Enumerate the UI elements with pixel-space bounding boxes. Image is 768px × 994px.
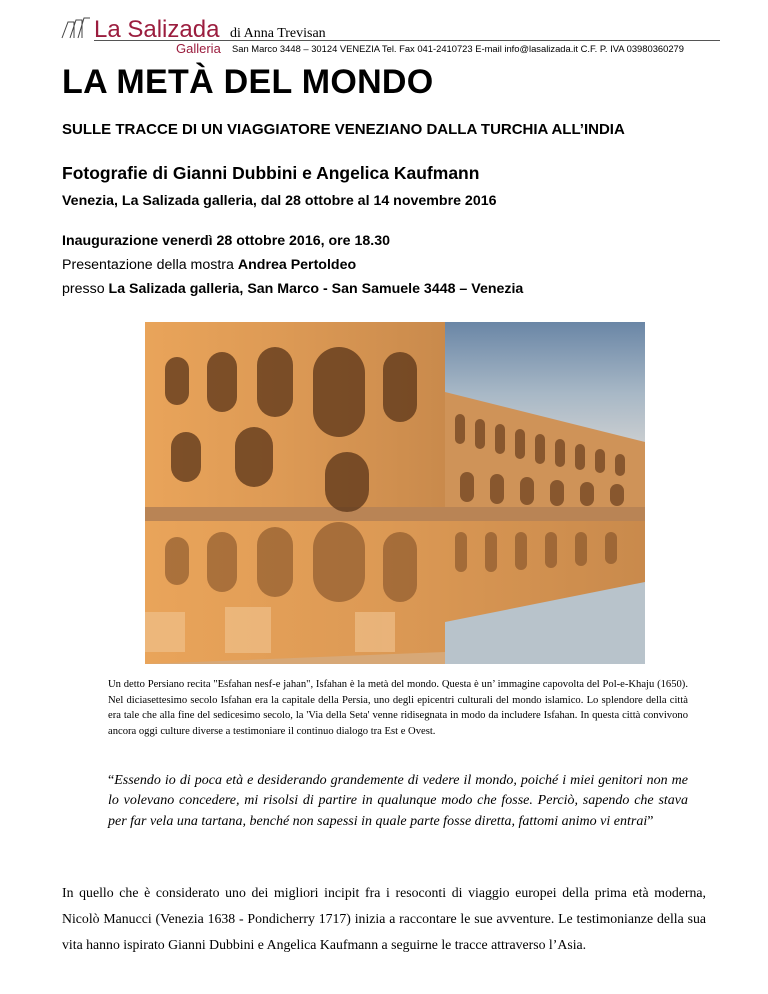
photographers-line: Fotografie di Gianni Dubbini e Angelica Kaufmann xyxy=(62,163,480,183)
venue-line xyxy=(62,280,523,298)
venue-place: La Salizada galleria, San Marco - San Samuele 3448 – Venezia xyxy=(108,281,524,297)
body-paragraph: In quello che è considerato uno dei migliori incipit fra i resoconti di viaggio europei della prima età moderna, Nicolò Manucci (Venezia 1638 - Pondicherry 1717) inizia a raccontare le sue avventure. Le testimonianze della sua vita hanno ispirato Gianni Dubbini e Angelica Kaufmann a seguirne le tracce attraverso l’Asia. xyxy=(62,885,706,952)
photo-caption: Un detto Persiano recita "Esfahan nesf-e jahan", Isfahan è la metà del mondo. Questa è un’ immagine capovolta del Pol-e-Khaju (1650). Nel diciasettesimo secolo Isfahan era la capitale della Persia, uno degli epicentri culturali del mondo islamico. Lo splendore della città era tale che alla fine del sedicesimo secolo, la 'Via della Seta' venne ridisegnata in modo da includere Isfahan. In questa città convivono ancora oggi culture diverse a testimoniare il continuo dialogo tra Est e Ovest. xyxy=(108,679,688,737)
gallery-address: San Marco 3448 – 30124 VENEZIA Tel. Fax 041-2410723 E-mail info@lasalizada.it C.F. P. IVA 03980360279 xyxy=(232,43,684,54)
exhibition-title: LA METÀ DEL MONDO xyxy=(62,63,434,101)
quote-close-mark: ” xyxy=(647,813,654,829)
presentation-prefix: Presentazione della mostra xyxy=(62,257,238,273)
venue-prefix: presso xyxy=(62,281,109,297)
galleria-label: Galleria xyxy=(176,41,221,56)
folded-sheets-logo-icon xyxy=(60,16,94,40)
presentation-line xyxy=(62,256,356,274)
quote-text: Essendo io di poca età e desiderando grandemente di vedere il mondo, poiché i miei genitori non me lo volevano concedere, mi risolsi di partire in qualunque modo che fosse. Perciò, sapendo che stava per far vela una tartana, benché non sapessi in quale parte fosse diretta, fattomi animo vi entrai xyxy=(108,773,688,829)
gallery-owner: di Anna Trevisan xyxy=(230,26,326,41)
inauguration-line: Inaugurazione venerdì 28 ottobre 2016, ore 18.30 xyxy=(62,233,391,249)
upside-down-reflection-of-pol-e-khaju-bridge-photo xyxy=(145,322,645,664)
letterhead xyxy=(60,14,720,58)
exhibition-dates: Venezia, La Salizada galleria, dal 28 ottobre al 14 novembre 2016 xyxy=(62,193,497,209)
exhibition-subtitle: SULLE TRACCE DI UN VIAGGIATORE VENEZIANO DALLA TURCHIA ALL’INDIA xyxy=(62,121,625,138)
gallery-brand-name: La Salizada xyxy=(94,16,220,43)
quote-open-mark: “ xyxy=(108,773,115,788)
presenter-name: Andrea Pertoldeo xyxy=(237,257,357,273)
manucci-quote xyxy=(108,771,688,832)
